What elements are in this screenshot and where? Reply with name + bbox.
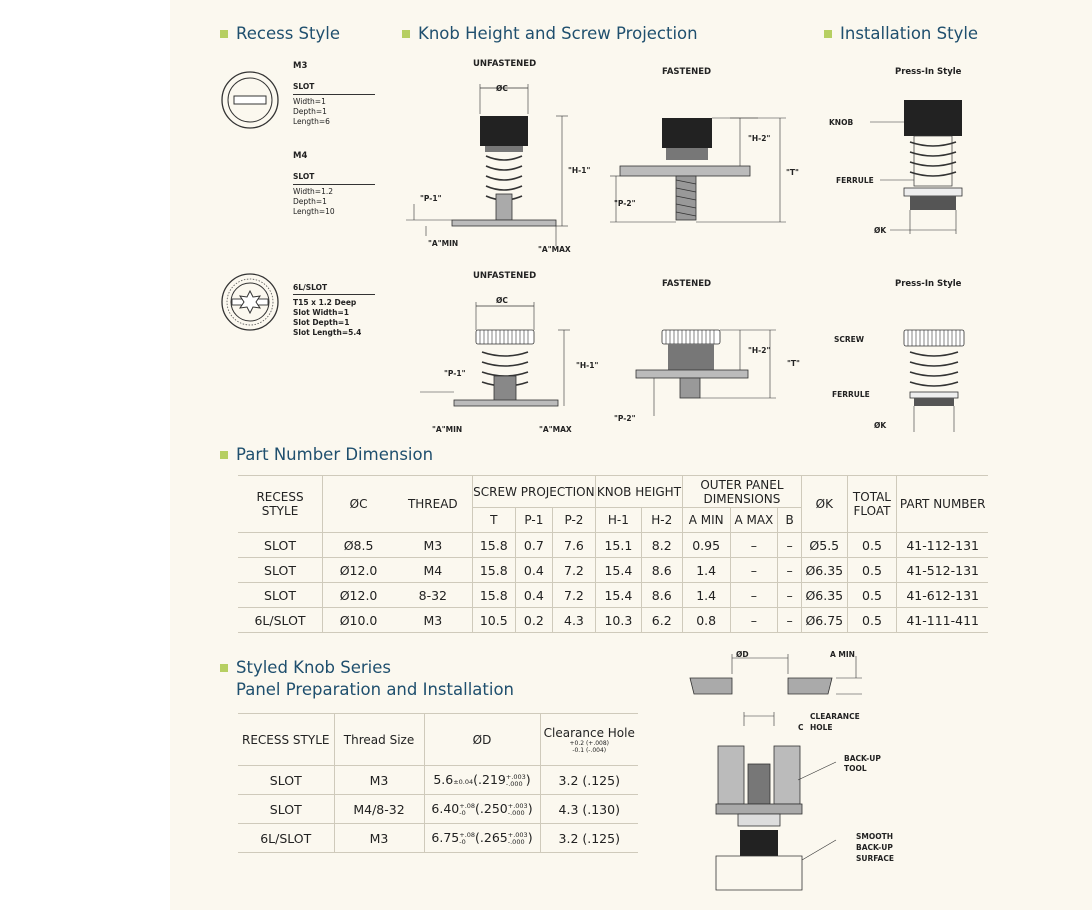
cell-thread: M4/8-32 <box>334 795 424 824</box>
clearance-hole-label: Clearance Hole <box>543 725 635 740</box>
dim-amin-label-2: "A"MIN <box>432 425 463 434</box>
dim-p2-label: "P-2" <box>614 199 636 208</box>
divider <box>293 294 375 295</box>
cell-k: Ø6.35 <box>802 558 848 583</box>
cell-b: – <box>778 608 802 633</box>
fastened-knurled-diagram <box>636 326 806 426</box>
clearance-c-label: C <box>798 723 804 732</box>
col-part-number: PART NUMBER <box>897 476 988 533</box>
d-value: 5.6 <box>433 772 454 788</box>
clearance-callout: CLEARANCE <box>810 712 860 721</box>
ferrule-callout-2: FERRULE <box>832 390 870 399</box>
unfastened-label-2: UNFASTENED <box>473 271 537 281</box>
col-diameter-d: ØD <box>424 714 540 766</box>
cell-h2: 8.6 <box>641 583 682 608</box>
d-tol-down: -0 <box>459 808 466 817</box>
cell-diameter-d <box>424 824 540 853</box>
table-row <box>238 583 988 608</box>
cell-k: Ø6.75 <box>802 608 848 633</box>
cell-amax: – <box>730 558 778 583</box>
bullet-square-icon <box>402 30 410 38</box>
cell-t: 15.8 <box>472 583 515 608</box>
cell-p2: 4.3 <box>552 608 595 633</box>
press-in-slot-diagram <box>890 96 1000 236</box>
d-inch: (.265 <box>475 830 508 846</box>
cell-h1: 10.3 <box>596 608 642 633</box>
cell-recess: 6L/SLOT <box>238 824 334 853</box>
cell-h2: 6.2 <box>641 608 682 633</box>
cell-diameter-d <box>424 795 540 824</box>
cell-k: Ø5.5 <box>802 533 848 558</box>
cell-float: 0.5 <box>847 533 897 558</box>
d-close: ) <box>527 830 533 846</box>
col-b: B <box>778 508 802 533</box>
d-inch-tol-up: +.003 <box>507 830 528 839</box>
catalog-page <box>170 0 1092 910</box>
styled-knob-title: Styled Knob Series <box>236 658 391 677</box>
col-p1: P-1 <box>515 508 552 533</box>
table-row <box>238 533 988 558</box>
dim-c-label: ØC <box>496 84 508 93</box>
col-total-float: TOTAL FLOAT <box>847 476 897 533</box>
cell-recess: SLOT <box>238 558 323 583</box>
cell-amin: 0.95 <box>682 533 730 558</box>
press-in-label-2: Press-In Style <box>895 279 962 289</box>
col-outer-panel: OUTER PANEL DIMENSIONS <box>682 476 801 508</box>
divider <box>293 94 375 95</box>
press-in-knurled-diagram <box>896 326 986 436</box>
cell-part: 41-612-131 <box>897 583 988 608</box>
cell-c: Ø12.0 <box>323 558 395 583</box>
dim-h1-label-2: "H-1" <box>576 361 599 370</box>
cell-part: 41-512-131 <box>897 558 988 583</box>
col-amax: A MAX <box>730 508 778 533</box>
m3-slot-label: SLOT <box>293 82 315 91</box>
dim-p1-label-2: "P-1" <box>444 369 466 378</box>
dim-p2-label-2: "P-2" <box>614 414 636 423</box>
col-recess-style: RECESS STYLE <box>238 476 323 533</box>
cell-recess: SLOT <box>238 533 323 558</box>
bullet-square-icon <box>220 451 228 459</box>
clearance-tol-plus: +0.2 (+.008) <box>569 739 610 747</box>
d-value: 6.75 <box>431 830 460 846</box>
cell-c: Ø10.0 <box>323 608 395 633</box>
d-tol-down: -0 <box>459 837 466 846</box>
ferrule-callout: FERRULE <box>836 176 874 185</box>
smooth-surface-callout-2: BACK-UP <box>856 843 893 852</box>
cell-amax: – <box>730 608 778 633</box>
table-row <box>238 608 988 633</box>
d-inch-tol-up: +.003 <box>507 801 528 810</box>
d-inch: (.250 <box>475 801 508 817</box>
cell-p2: 7.2 <box>552 583 595 608</box>
knob-height-heading <box>402 23 698 45</box>
col-amin: A MIN <box>682 508 730 533</box>
cell-h2: 8.6 <box>641 558 682 583</box>
smooth-surface-callout: SMOOTH <box>856 832 894 841</box>
m3-depth: Depth=1 <box>293 107 327 116</box>
m4-slot-label: SLOT <box>293 172 315 181</box>
m3-length: Length=6 <box>293 117 330 126</box>
d-inch-tol-down: -.000 <box>507 837 525 846</box>
table-row <box>238 795 638 824</box>
part-number-heading <box>220 444 433 466</box>
cell-p2: 7.2 <box>552 558 595 583</box>
recess-style-title: Recess Style <box>236 24 340 43</box>
cell-p1: 0.4 <box>515 558 552 583</box>
slot-recess-icon <box>220 70 280 130</box>
m3-width: Width=1 <box>293 97 326 106</box>
dim-amax-label-2: "A"MAX <box>539 425 572 434</box>
m4-label: M4 <box>293 151 308 161</box>
d-tol-up: +.08 <box>459 830 476 839</box>
col-h2: H-2 <box>641 508 682 533</box>
col-thread: THREAD <box>394 476 472 533</box>
fastened-label-2: FASTENED <box>662 279 712 289</box>
unfastened-slot-diagram <box>406 74 586 259</box>
d-inch-tol-up: +.003 <box>505 772 526 781</box>
d-inch-tol-down: -.000 <box>507 808 525 817</box>
cell-float: 0.5 <box>847 583 897 608</box>
six-spec-4: Slot Length=5.4 <box>293 328 362 337</box>
install-dim-d-label: ØD <box>736 650 749 659</box>
table-row <box>238 558 988 583</box>
d-close: ) <box>525 772 531 788</box>
cell-thread: 8-32 <box>394 583 472 608</box>
cell-p1: 0.7 <box>515 533 552 558</box>
fastened-label: FASTENED <box>662 67 712 77</box>
cell-k: Ø6.35 <box>802 583 848 608</box>
unfastened-label: UNFASTENED <box>473 59 537 69</box>
cell-p1: 0.2 <box>515 608 552 633</box>
six-spec-3: Slot Depth=1 <box>293 318 350 327</box>
dim-h2-label: "H-2" <box>748 134 771 143</box>
fastened-slot-diagram <box>610 110 800 230</box>
col-p2: P-2 <box>552 508 595 533</box>
bullet-square-icon <box>220 664 228 672</box>
cell-recess: SLOT <box>238 766 334 795</box>
cell-b: – <box>778 533 802 558</box>
cell-thread: M3 <box>394 608 472 633</box>
col-h1: H-1 <box>596 508 642 533</box>
cell-t: 15.8 <box>472 533 515 558</box>
col-screw-projection: SCREW PROJECTION <box>472 476 596 508</box>
backup-tool-callout-2: TOOL <box>844 764 867 773</box>
col-knob-height: KNOB HEIGHT <box>596 476 683 508</box>
d-inch-tol-down: -.000 <box>505 779 523 788</box>
d-inch: (.219 <box>473 772 506 788</box>
table-row <box>238 766 638 795</box>
bullet-square-icon <box>824 30 832 38</box>
part-number-title: Part Number Dimension <box>236 445 434 464</box>
m4-depth: Depth=1 <box>293 197 327 206</box>
m4-width: Width=1.2 <box>293 187 334 196</box>
cell-h1: 15.1 <box>596 533 642 558</box>
cell-float: 0.5 <box>847 558 897 583</box>
m4-length: Length=10 <box>293 207 335 216</box>
cell-b: – <box>778 583 802 608</box>
col-diameter-c: ØC <box>323 476 395 533</box>
cell-amin: 1.4 <box>682 558 730 583</box>
clearance-tol-minus: -0.1 (-.004) <box>572 746 607 754</box>
dim-p1-label: "P-1" <box>420 194 442 203</box>
cell-thread: M4 <box>394 558 472 583</box>
cell-amin: 1.4 <box>682 583 730 608</box>
installation-style-title: Installation Style <box>840 24 979 43</box>
d-close: ) <box>527 801 533 817</box>
cell-h2: 8.2 <box>641 533 682 558</box>
backup-tool-callout: BACK-UP <box>844 754 881 763</box>
cell-thread: M3 <box>394 533 472 558</box>
dim-c-label-2: ØC <box>496 296 508 305</box>
cell-diameter-d <box>424 766 540 795</box>
m3-label: M3 <box>293 61 308 71</box>
cell-part: 41-112-131 <box>897 533 988 558</box>
divider <box>293 184 375 185</box>
knob-height-title: Knob Height and Screw Projection <box>418 24 698 43</box>
d-value: 6.40 <box>431 801 460 817</box>
cell-thread: M3 <box>334 824 424 853</box>
cell-p1: 0.4 <box>515 583 552 608</box>
cell-clearance: 3.2 (.125) <box>540 766 638 795</box>
dim-h1-label: "H-1" <box>568 166 591 175</box>
col-recess-style: RECESS STYLE <box>238 714 334 766</box>
panel-preparation-title: Panel Preparation and Installation <box>236 680 514 699</box>
d-tol-up: +.08 <box>459 801 476 810</box>
dim-k-label-2: ØK <box>874 421 887 430</box>
cell-recess: SLOT <box>238 795 334 824</box>
cell-b: – <box>778 558 802 583</box>
dim-amax-label: "A"MAX <box>538 245 571 254</box>
torx-slot-recess-icon <box>220 272 280 332</box>
dim-t-label-2: "T" <box>787 359 800 368</box>
bullet-square-icon <box>220 30 228 38</box>
part-number-table <box>238 475 988 633</box>
installation-style-heading <box>824 23 978 45</box>
col-clearance-hole <box>540 714 638 766</box>
dim-amin-label: "A"MIN <box>428 239 459 248</box>
cell-clearance: 3.2 (.125) <box>540 824 638 853</box>
cell-c: Ø8.5 <box>323 533 395 558</box>
smooth-surface-callout-3: SURFACE <box>856 854 894 863</box>
col-thread-size: Thread Size <box>334 714 424 766</box>
clearance-hole-callout: HOLE <box>810 723 833 732</box>
six-spec-2: Slot Width=1 <box>293 308 349 317</box>
cell-part: 41-111-411 <box>897 608 988 633</box>
knob-callout: KNOB <box>829 118 854 127</box>
cell-thread: M3 <box>334 766 424 795</box>
col-diameter-k: ØK <box>802 476 848 533</box>
col-t: T <box>472 508 515 533</box>
cell-amax: – <box>730 583 778 608</box>
install-amin-label: A MIN <box>830 650 855 659</box>
cell-h1: 15.4 <box>596 558 642 583</box>
cell-amax: – <box>730 533 778 558</box>
styled-knob-heading <box>220 657 391 679</box>
cell-c: Ø12.0 <box>323 583 395 608</box>
cell-t: 15.8 <box>472 558 515 583</box>
cell-h1: 15.4 <box>596 583 642 608</box>
cell-recess: SLOT <box>238 583 323 608</box>
cell-t: 10.5 <box>472 608 515 633</box>
cell-p2: 7.6 <box>552 533 595 558</box>
recess-style-heading <box>220 23 340 45</box>
panel-preparation-table <box>238 713 638 853</box>
dim-k-label: ØK <box>874 226 887 235</box>
dim-t-label: "T" <box>786 168 799 177</box>
cell-amin: 0.8 <box>682 608 730 633</box>
screw-callout: SCREW <box>834 335 865 344</box>
press-in-label: Press-In Style <box>895 67 962 77</box>
six-spec-1: T15 x 1.2 Deep <box>293 298 357 307</box>
panel-installation-diagram <box>686 650 866 910</box>
six-lobe-label: 6L/SLOT <box>293 283 328 292</box>
cell-clearance: 4.3 (.130) <box>540 795 638 824</box>
d-tolerance: ±0.04 <box>453 778 474 787</box>
table-row <box>238 824 638 853</box>
dim-h2-label-2: "H-2" <box>748 346 771 355</box>
unfastened-knurled-diagram <box>420 296 590 426</box>
cell-float: 0.5 <box>847 608 897 633</box>
cell-recess: 6L/SLOT <box>238 608 323 633</box>
